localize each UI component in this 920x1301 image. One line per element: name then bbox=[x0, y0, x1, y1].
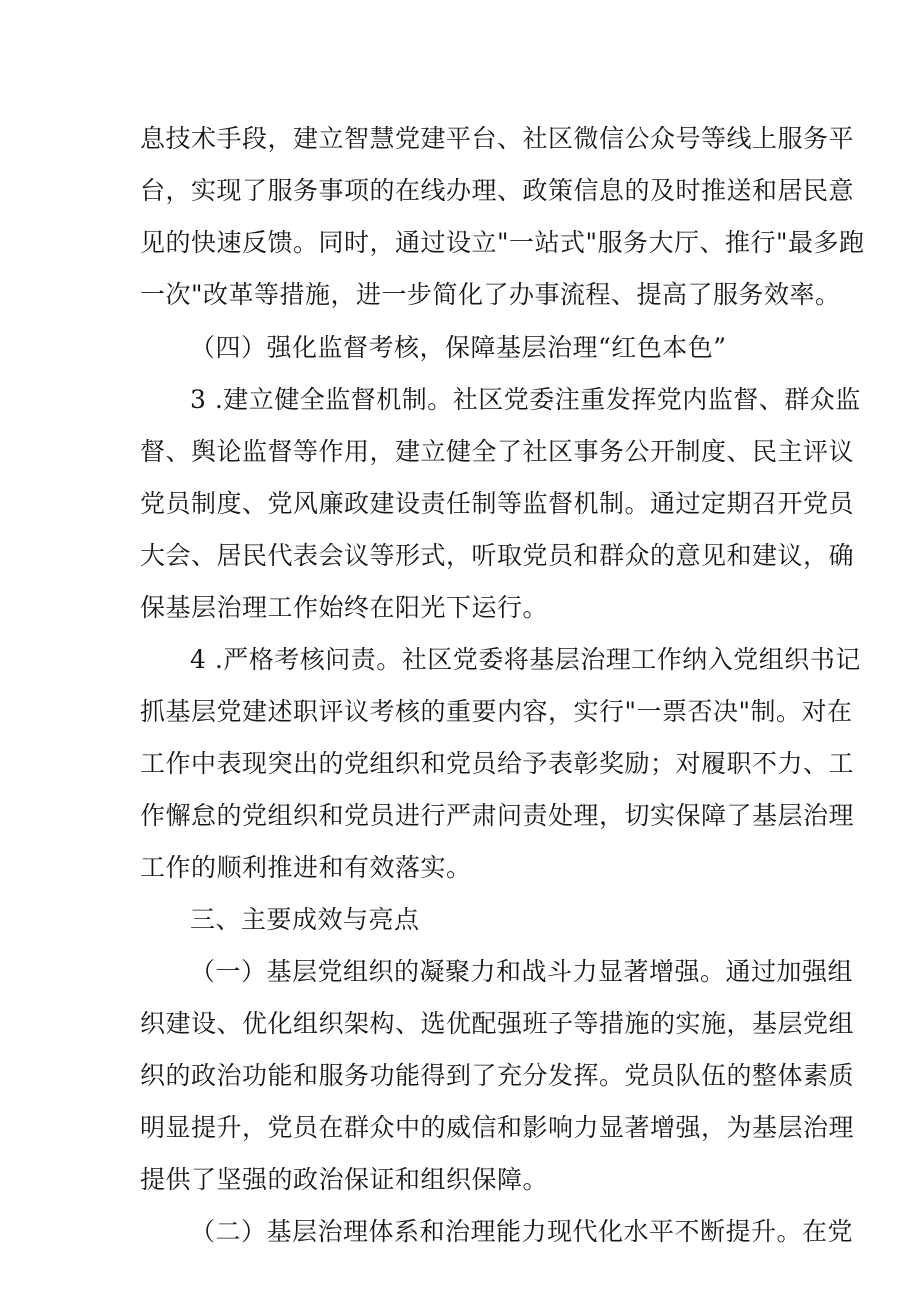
text-line: 明显提升，党员在群众中的威信和影响力显著增强，为基层治理 bbox=[140, 1113, 855, 1142]
text-line: 台，实现了服务事项的在线办理、政策信息的及时推送和居民意 bbox=[140, 176, 855, 205]
text-line: 党员制度、党风廉政建设责任制等监督机制。通过定期召开党员 bbox=[140, 489, 855, 518]
chapter-heading: 三、主要成效与亮点 bbox=[190, 905, 420, 934]
text-line: 息技术手段，建立智慧党建平台、社区微信公众号等线上服务平 bbox=[140, 124, 855, 153]
paragraph-start-line: （一）基层党组织的凝聚力和战斗力显著增强。通过加强组 bbox=[190, 957, 854, 986]
text-line: 一次"改革等措施，进一步简化了办事流程、提高了服务效率。 bbox=[140, 280, 841, 309]
text-line: 作懈怠的党组织和党员进行严肃问责处理，切实保障了基层治理 bbox=[140, 801, 855, 830]
text-line: 工作中表现突出的党组织和党员给予表彰奖励；对履职不力、工 bbox=[140, 749, 855, 778]
paragraph-start-line: 3 .建立健全监督机制。社区党委注重发挥党内监督、群众监 bbox=[190, 385, 861, 414]
text-line: 见的快速反馈。同时，通过设立"一站式"服务大厅、推行"最多跑 bbox=[140, 228, 865, 257]
paragraph-start-line: （二）基层治理体系和治理能力现代化水平不断提升。在党 bbox=[190, 1217, 854, 1246]
text-line: 提供了坚强的政治保证和组织保障。 bbox=[140, 1165, 549, 1194]
paragraph-start-line: 4 .严格考核问责。社区党委将基层治理工作纳入党组织书记 bbox=[190, 645, 861, 674]
text-line: 织的政治功能和服务功能得到了充分发挥。党员队伍的整体素质 bbox=[140, 1061, 855, 1090]
text-line: 抓基层党建述职评议考核的重要内容，实行"一票否决"制。对在 bbox=[140, 697, 853, 726]
text-line: 工作的顺利推进和有效落实。 bbox=[140, 853, 472, 882]
text-line: 督、舆论监督等作用，建立健全了社区事务公开制度、民主评议 bbox=[140, 437, 855, 466]
section-heading: （四）强化监督考核，保障基层治理“红色本色” bbox=[190, 333, 727, 362]
text-line: 大会、居民代表会议等形式，听取党员和群众的意见和建议，确 bbox=[140, 541, 855, 570]
text-line: 织建设、优化组织架构、选优配强班子等措施的实施，基层党组 bbox=[140, 1009, 855, 1038]
text-line: 保基层治理工作始终在阳光下运行。 bbox=[140, 593, 549, 622]
